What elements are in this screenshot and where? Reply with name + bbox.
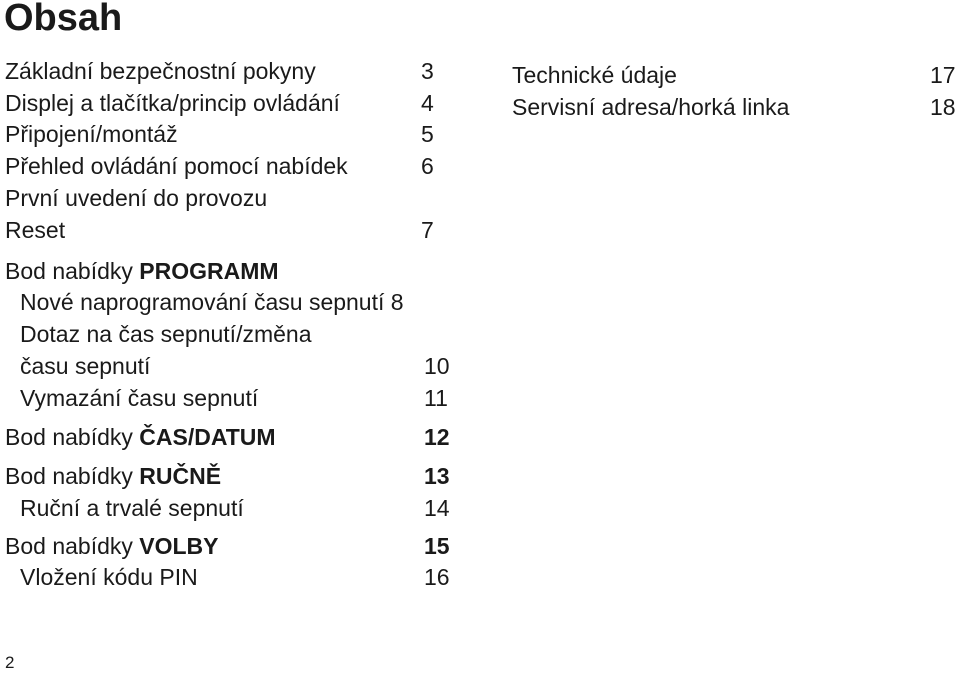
toc-entry-label: Přehled ovládání pomocí nabídek [5, 153, 348, 179]
toc-section-entry[interactable] [5, 256, 450, 286]
page-title: Obsah [4, 0, 123, 39]
toc-section-entry[interactable] [5, 422, 455, 452]
toc-entry-label: Základní bezpečnostní pokyny [5, 58, 316, 84]
toc-entry-page: 13 [424, 463, 450, 489]
toc-entry[interactable] [5, 56, 445, 86]
toc-entry[interactable] [5, 215, 445, 245]
toc-entry-label: Servisní adresa/horká linka [512, 94, 790, 120]
toc-entry-label: Vložení kódu PIN [20, 564, 198, 590]
toc-entry-page: 15 [424, 533, 450, 559]
toc-entry-page: 3 [421, 58, 434, 84]
toc-entry-label: Připojení/montáž [5, 121, 178, 147]
toc-entry-page: 11 [424, 385, 448, 411]
toc-entry-page: 14 [424, 495, 450, 521]
toc-entry[interactable] [5, 183, 445, 213]
toc-entry-page: 10 [424, 353, 450, 379]
toc-section-label [5, 256, 279, 286]
toc-entry-page: 12 [424, 424, 450, 450]
toc-entry[interactable] [20, 562, 460, 592]
toc-entry-page: 17 [930, 62, 956, 88]
toc-section-prefix: Bod nabídky [5, 258, 140, 284]
toc-entry[interactable] [512, 92, 958, 122]
toc-entry-page: 7 [421, 217, 434, 243]
toc-entry[interactable] [5, 119, 445, 149]
toc-entry[interactable] [20, 493, 460, 523]
toc-section-label [5, 422, 276, 452]
toc-section-entry[interactable] [5, 531, 455, 561]
toc-section-label [5, 531, 219, 561]
toc-section-keyword: PROGRAMM [139, 258, 279, 284]
toc-entry-label: Vymazání času sepnutí [20, 385, 259, 411]
toc-entry[interactable] [20, 287, 460, 317]
toc-entry[interactable] [5, 88, 445, 118]
toc-entry[interactable] [5, 151, 445, 181]
toc-section-keyword: RUČNĚ [139, 463, 222, 489]
toc-entry-label: Dotaz na čas sepnutí/změna [20, 321, 312, 347]
toc-section-label [5, 461, 221, 491]
toc-entry-label: Displej a tlačítka/princip ovládání [5, 90, 340, 116]
toc-entry-page: 4 [421, 90, 434, 116]
toc-entry-label: Technické údaje [512, 62, 677, 88]
toc-entry-label: První uvedení do provozu [5, 185, 268, 211]
toc-entry[interactable] [512, 60, 958, 90]
toc-entry[interactable] [20, 319, 460, 349]
toc-section-prefix: Bod nabídky [5, 463, 140, 489]
toc-entry-page: 6 [421, 153, 434, 179]
toc-section-prefix: Bod nabídky [5, 533, 140, 559]
toc-entry-label: Ruční a trvalé sepnutí [20, 495, 244, 521]
toc-entry-page: 5 [421, 121, 434, 147]
toc-section-keyword: ČAS/DATUM [139, 424, 276, 450]
toc-section-entry[interactable] [5, 461, 455, 491]
toc-entry-label: Nové naprogramování času sepnutí 8 [20, 289, 404, 315]
toc-entry-page: 16 [424, 564, 450, 590]
toc-entry-page: 18 [930, 94, 956, 120]
page-number: 2 [5, 653, 15, 672]
toc-entry[interactable] [20, 351, 460, 381]
toc-section-prefix: Bod nabídky [5, 424, 140, 450]
toc-entry-label: času sepnutí [20, 353, 151, 379]
toc-section-keyword: VOLBY [139, 533, 219, 559]
toc-entry-label: Reset [5, 217, 66, 243]
toc-entry[interactable] [20, 383, 460, 413]
